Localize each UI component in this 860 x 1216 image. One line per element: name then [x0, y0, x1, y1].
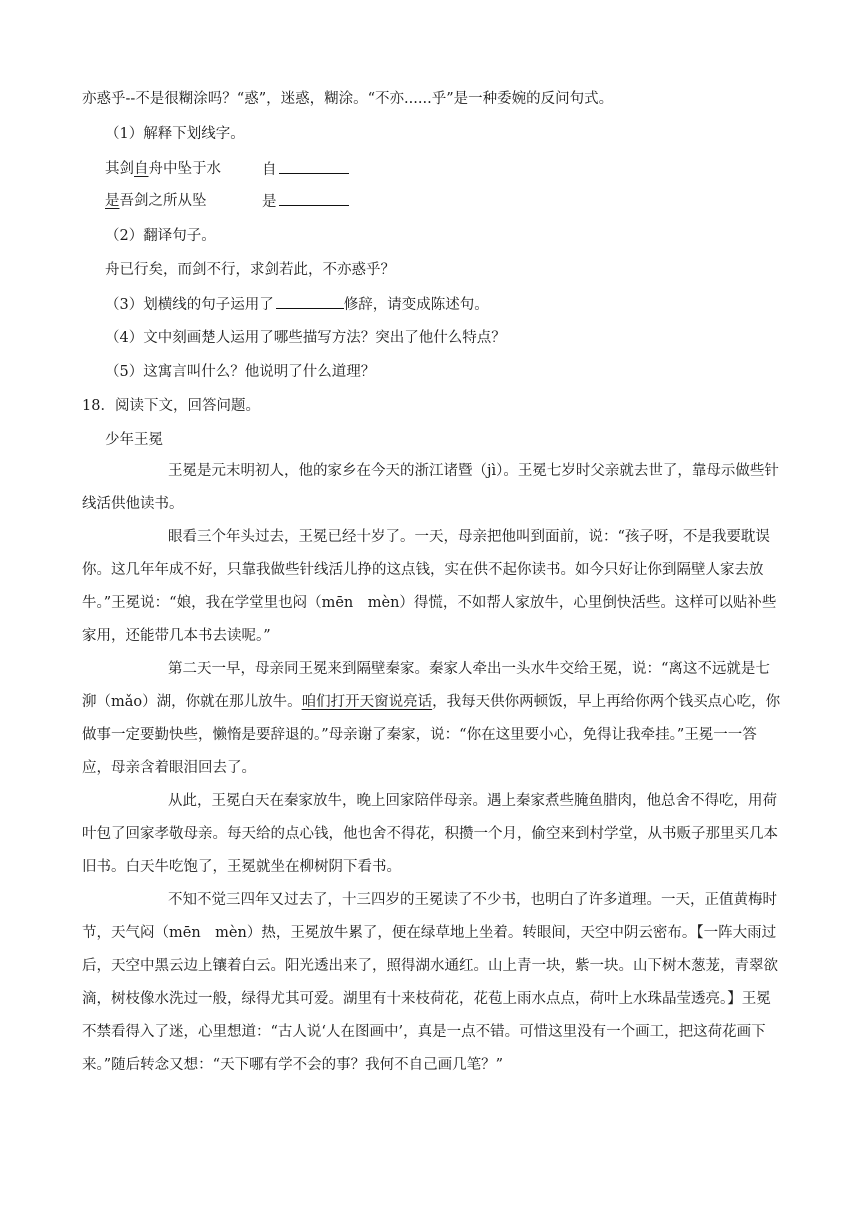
paragraph-3-underlined: 咱们打开天窗说亮话 [301, 694, 433, 710]
q1-row1-post: 舟中坠于水 [148, 161, 221, 177]
q2-label: （2）翻译句子。 [105, 228, 216, 244]
answer-blank-2[interactable] [279, 191, 349, 206]
q1-row1-pre: 其剑 [105, 161, 134, 177]
paragraph-3-text-a: 第二天一早，母亲同王冕来到隔壁秦家。秦家人牵出一头水牛交给王冕，说：“离这不远就是七泖（mǎo）湖，你就在那儿放牛。 [82, 661, 770, 710]
paragraph-5 [82, 884, 782, 1082]
question-18: 18．阅读下文，回答问题。 [82, 398, 260, 414]
q4-line: （4）文中刻画楚人运用了哪些描写方法？突出了他什么特点？ [105, 330, 506, 346]
q1-row2-post: 吾剑之所从坠 [119, 193, 207, 209]
paragraph-5-text: 不知不觉三四年又过去了，十三四岁的王冕读了不少书，也明白了许多道理。一天，正值黄梅时节，天气闷（mēn mèn）热，王冕放牛累了，便在绿草地上坐着。转眼间，天空中阴云密布。【一阵大雨过后，天空中黑云边上镶着白云。阳光透出来了，照得湖水通红。山上青一块，紫一块。山下树木葱茏，青翠欲滴，树枝像水洗过一般，绿得尤其可爱。湖里有十来枝荷花，花苞上雨水点点，荷叶上水珠晶莹透亮。】王冕不禁看得入了迷，心里想道：“古人说‘人在图画中’，真是一点不错。可惜这里没有一个画工，把这荷花画下来。”随后转念又想：“天下哪有学不会的事？我何不自己画几笔？” [82, 892, 778, 1073]
q5-line: （5）这寓言叫什么？他说明了什么道理？ [105, 364, 376, 380]
paragraph-1-text: 王冕是元末明初人，他的家乡在今天的浙江诸暨（jì）。王冕七岁时父亲就去世了，靠母示做些针线活供他读书。 [82, 463, 779, 512]
story-title: 少年王冕 [105, 432, 163, 448]
q1-label: （1）解释下划线字。 [105, 126, 245, 142]
q3-line [105, 294, 489, 315]
q1-row-2 [105, 191, 207, 211]
paragraph-2-text: 眼看三个年头过去，王冕已经十岁了。一天，母亲把他叫到面前，说：“孩子呀，不是我要耽误你。这几年年成不好，只靠我做些针线活儿挣的这点钱，实在供不起你读书。如今只好让你到隔壁人家去放牛。”王冕说：“娘，我在学堂里也闷（mēn mèn）得慌，不如帮人家放牛，心里倒快活些。这样可以贴补些家用，还能带几本书去读呢。” [82, 529, 777, 644]
paragraph-3 [82, 653, 782, 785]
paragraph-3-text-b: ，我每天供你两顿饭，早上再给你两个钱买点心吃，你做事一定要勤快些，懒惰是要辞退的。”母亲谢了秦家，说：“你在这里要小心，免得让我牵挂。”王冕一一答应，母亲含着眼泪回去了。 [82, 694, 781, 776]
q1-answer-1 [262, 159, 349, 180]
q3-post: 修辞，请变成陈述句。 [343, 297, 489, 313]
q1-row-1 [105, 159, 221, 179]
answer-blank-1[interactable] [279, 159, 349, 174]
paragraph-1 [82, 455, 782, 521]
q1-word-2: 是 [262, 194, 277, 210]
q1-row2-underlined: 是 [105, 193, 120, 209]
q1-row1-underlined: 自 [134, 161, 149, 177]
q1-word-1: 自 [262, 162, 277, 178]
q1-answer-2 [262, 191, 349, 212]
intro-line: 亦惑乎--不是很糊涂吗？“惑”，迷惑，糊涂。“不亦......乎”是一种委婉的反问句式。 [82, 91, 614, 107]
q3-pre: （3）划横线的句子运用了 [105, 297, 274, 313]
paragraph-4-text: 从此，王冕白天在秦家放牛，晚上回家陪伴母亲。遇上秦家煮些腌鱼腊肉，他总舍不得吃，用荷叶包了回家孝敬母亲。每天给的点心钱，他也舍不得花，积攒一个月，偷空来到村学堂，从书贩子那里买几本旧书。白天牛吃饱了，王冕就坐在柳树阴下看书。 [82, 793, 778, 875]
paragraph-4 [82, 785, 782, 884]
paragraph-2 [82, 521, 782, 653]
q2-sentence: 舟已行矣，而剑不行，求剑若此，不亦惑乎？ [105, 262, 395, 278]
answer-blank-3[interactable] [276, 294, 344, 309]
